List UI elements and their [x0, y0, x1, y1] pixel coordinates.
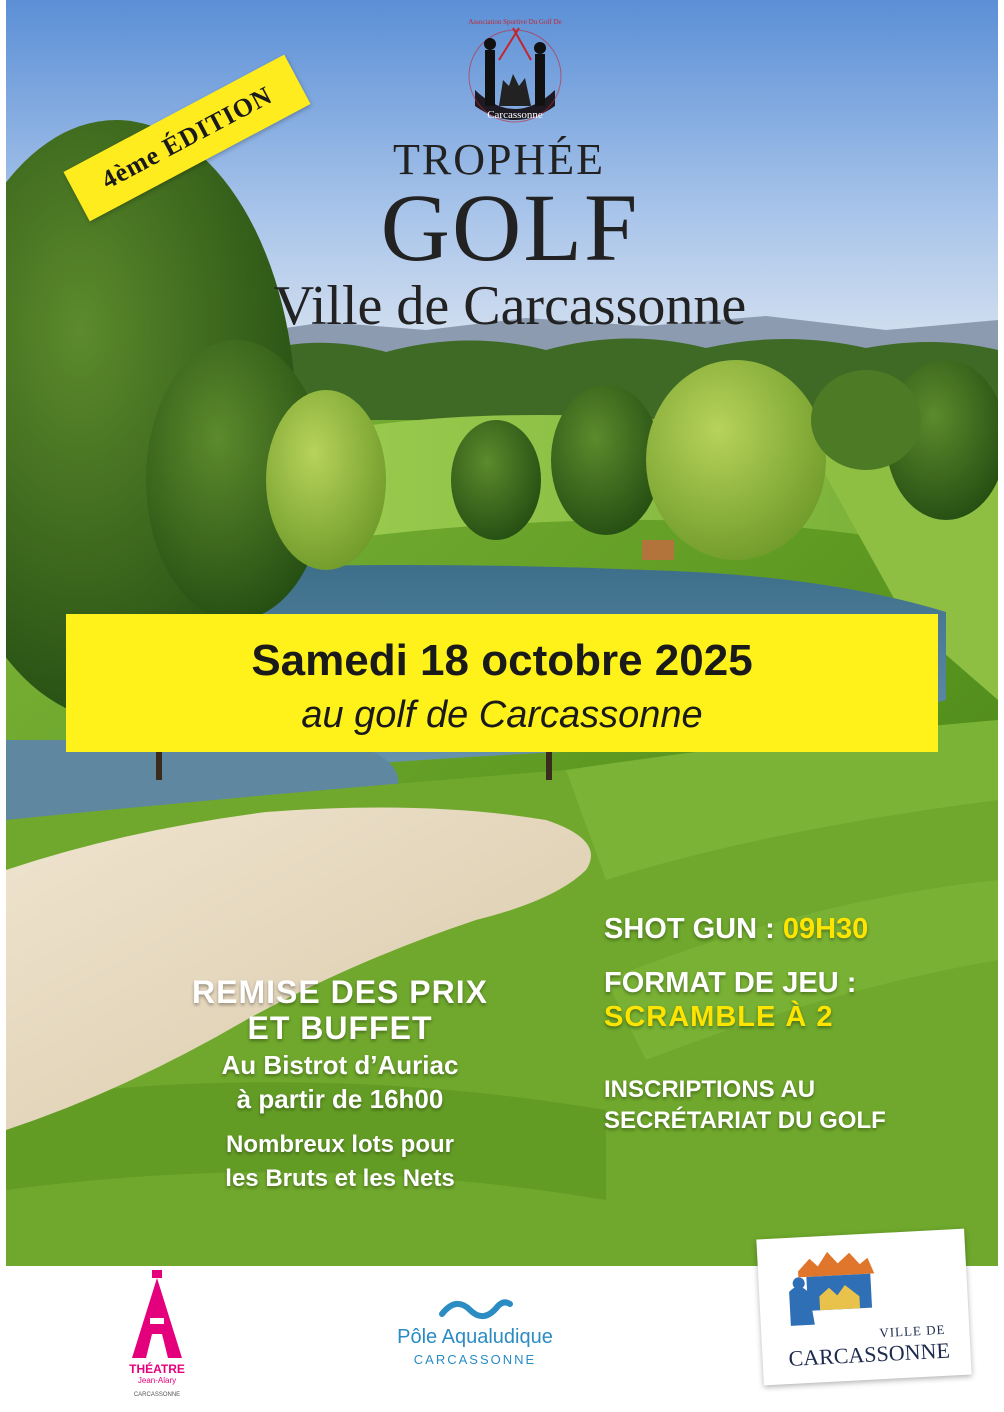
title-trophee: TROPHÉE	[393, 135, 605, 184]
edition-label: 4ème ÉDITION	[96, 80, 277, 195]
format-value: SCRAMBLE À 2	[604, 1001, 834, 1033]
ville-carcassonne-logo	[756, 1229, 971, 1386]
shotgun-time: 09H30	[782, 913, 869, 945]
ville-label: VILLE DE	[878, 1321, 946, 1341]
title-golf: GOLF	[380, 174, 640, 281]
theatre-name: THÉATRE	[129, 1362, 185, 1376]
shotgun-label: SHOT GUN :	[604, 913, 783, 945]
wave-icon	[370, 1294, 580, 1324]
prize-lots-line2: les Bruts et les Nets	[225, 1165, 455, 1192]
ville-city: CARCASSONNE	[787, 1337, 951, 1371]
prize-place: Au Bistrot d’Auriac	[221, 1050, 459, 1080]
shotgun-line	[604, 912, 984, 946]
prize-title-line1: REMISE DES PRIX	[192, 974, 488, 1010]
theatre-subname: Jean-Alary	[137, 1376, 177, 1385]
theatre-a-icon	[112, 1268, 202, 1360]
inscriptions-line2: SECRÉTARIAT DU GOLF	[604, 1107, 886, 1134]
prize-title-line2: ET BUFFET	[247, 1010, 433, 1046]
game-details	[604, 912, 984, 1136]
prize-time: à partir de 16h00	[236, 1084, 444, 1114]
prize-info	[150, 974, 530, 1196]
format-label: FORMAT DE JEU :	[604, 967, 857, 999]
club-logo	[455, 10, 575, 130]
svg-text:Association Sportive Du Golf D: Association Sportive Du Golf De	[468, 18, 562, 26]
theatre-city: CARCASSONNE	[133, 1392, 181, 1398]
city-emblem-icon	[756, 1229, 969, 1336]
event-venue: au golf de Carcassonne	[301, 694, 703, 736]
date-banner	[66, 614, 938, 752]
title-ville: Ville de Carcassonne	[273, 275, 747, 337]
pole-city: CARCASSONNE	[413, 1352, 537, 1367]
theatre-logo	[112, 1268, 202, 1400]
svg-text:Carcassonne: Carcassonne	[487, 109, 543, 121]
event-date: Samedi 18 octobre 2025	[251, 636, 753, 685]
pole-aqualudique-logo	[370, 1294, 580, 1374]
inscriptions-line1: INSCRIPTIONS AU	[604, 1076, 816, 1103]
pole-name: Pôle Aqualudique	[397, 1326, 553, 1348]
prize-lots-line1: Nombreux lots pour	[225, 1131, 454, 1158]
